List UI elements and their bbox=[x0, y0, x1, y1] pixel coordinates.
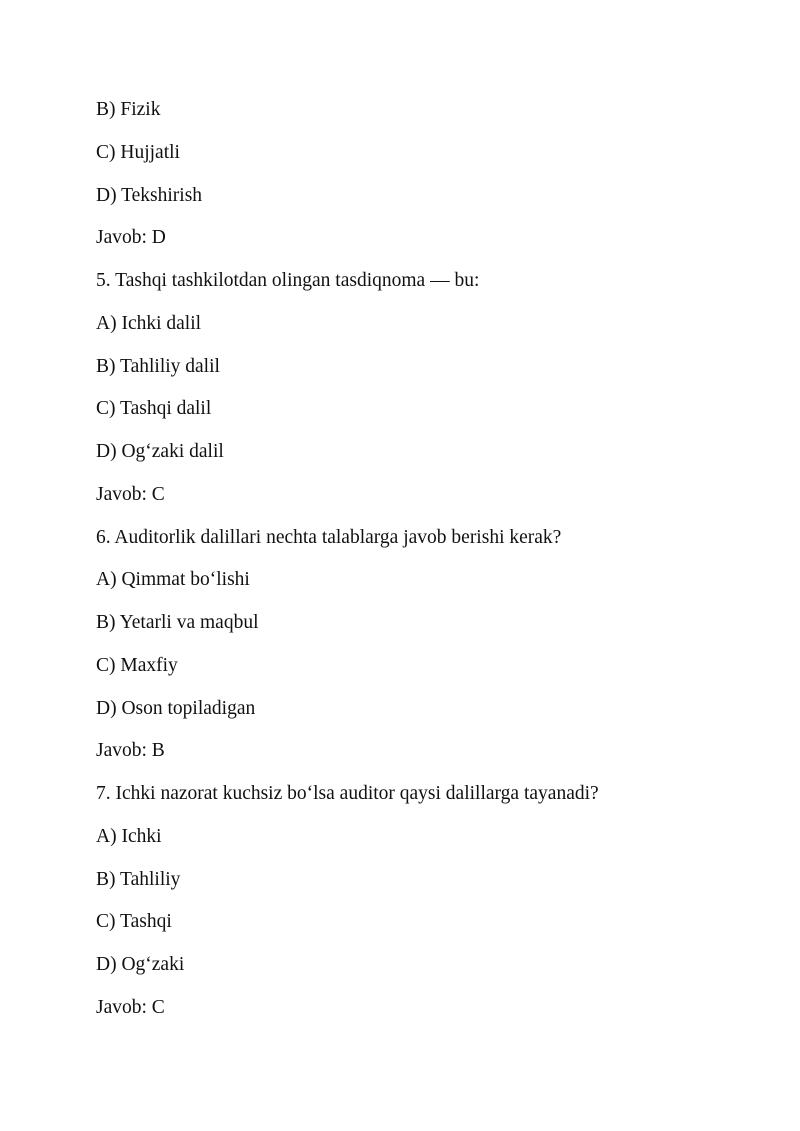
option-a-q7: A) Ichki bbox=[96, 825, 162, 847]
answer-q7: Javob: C bbox=[96, 996, 165, 1018]
option-c-q5: C) Tashqi dalil bbox=[96, 398, 212, 420]
question-5: 5. Tashqi tashkilotdan olingan tasdiqnoma — bu: bbox=[96, 270, 480, 291]
option-d-q6: D) Oson topiladigan bbox=[96, 697, 256, 719]
option-d-q4: D) Tekshirish bbox=[96, 184, 203, 206]
option-b-q6: B) Yetarli va maqbul bbox=[96, 612, 259, 633]
document-body bbox=[96, 89, 736, 1030]
answer-q6: Javob: B bbox=[96, 740, 165, 762]
option-c-q6: C) Maxfiy bbox=[96, 654, 178, 676]
option-d-q7: D) Og‘zaki bbox=[96, 954, 185, 975]
option-b-q7: B) Tahliliy bbox=[96, 868, 181, 890]
option-a-q5: A) Ichki dalil bbox=[96, 312, 202, 334]
question-7: 7. Ichki nazorat kuchsiz bo‘lsa auditor qaysi dalillarga tayanadi? bbox=[96, 783, 599, 804]
option-a-q6: A) Qimmat bo‘lishi bbox=[96, 569, 250, 591]
answer-q4: Javob: D bbox=[96, 227, 166, 249]
question-6: 6. Auditorlik dalillari nechta talablarga javob berishi kerak? bbox=[96, 526, 562, 548]
option-b-q4: B) Fizik bbox=[96, 99, 161, 120]
option-d-q5: D) Og‘zaki dalil bbox=[96, 441, 224, 462]
answer-q5: Javob: C bbox=[96, 483, 165, 505]
option-c-q7: C) Tashqi bbox=[96, 911, 172, 933]
option-b-q5: B) Tahliliy dalil bbox=[96, 355, 220, 377]
option-c-q4: C) Hujjatli bbox=[96, 141, 180, 163]
